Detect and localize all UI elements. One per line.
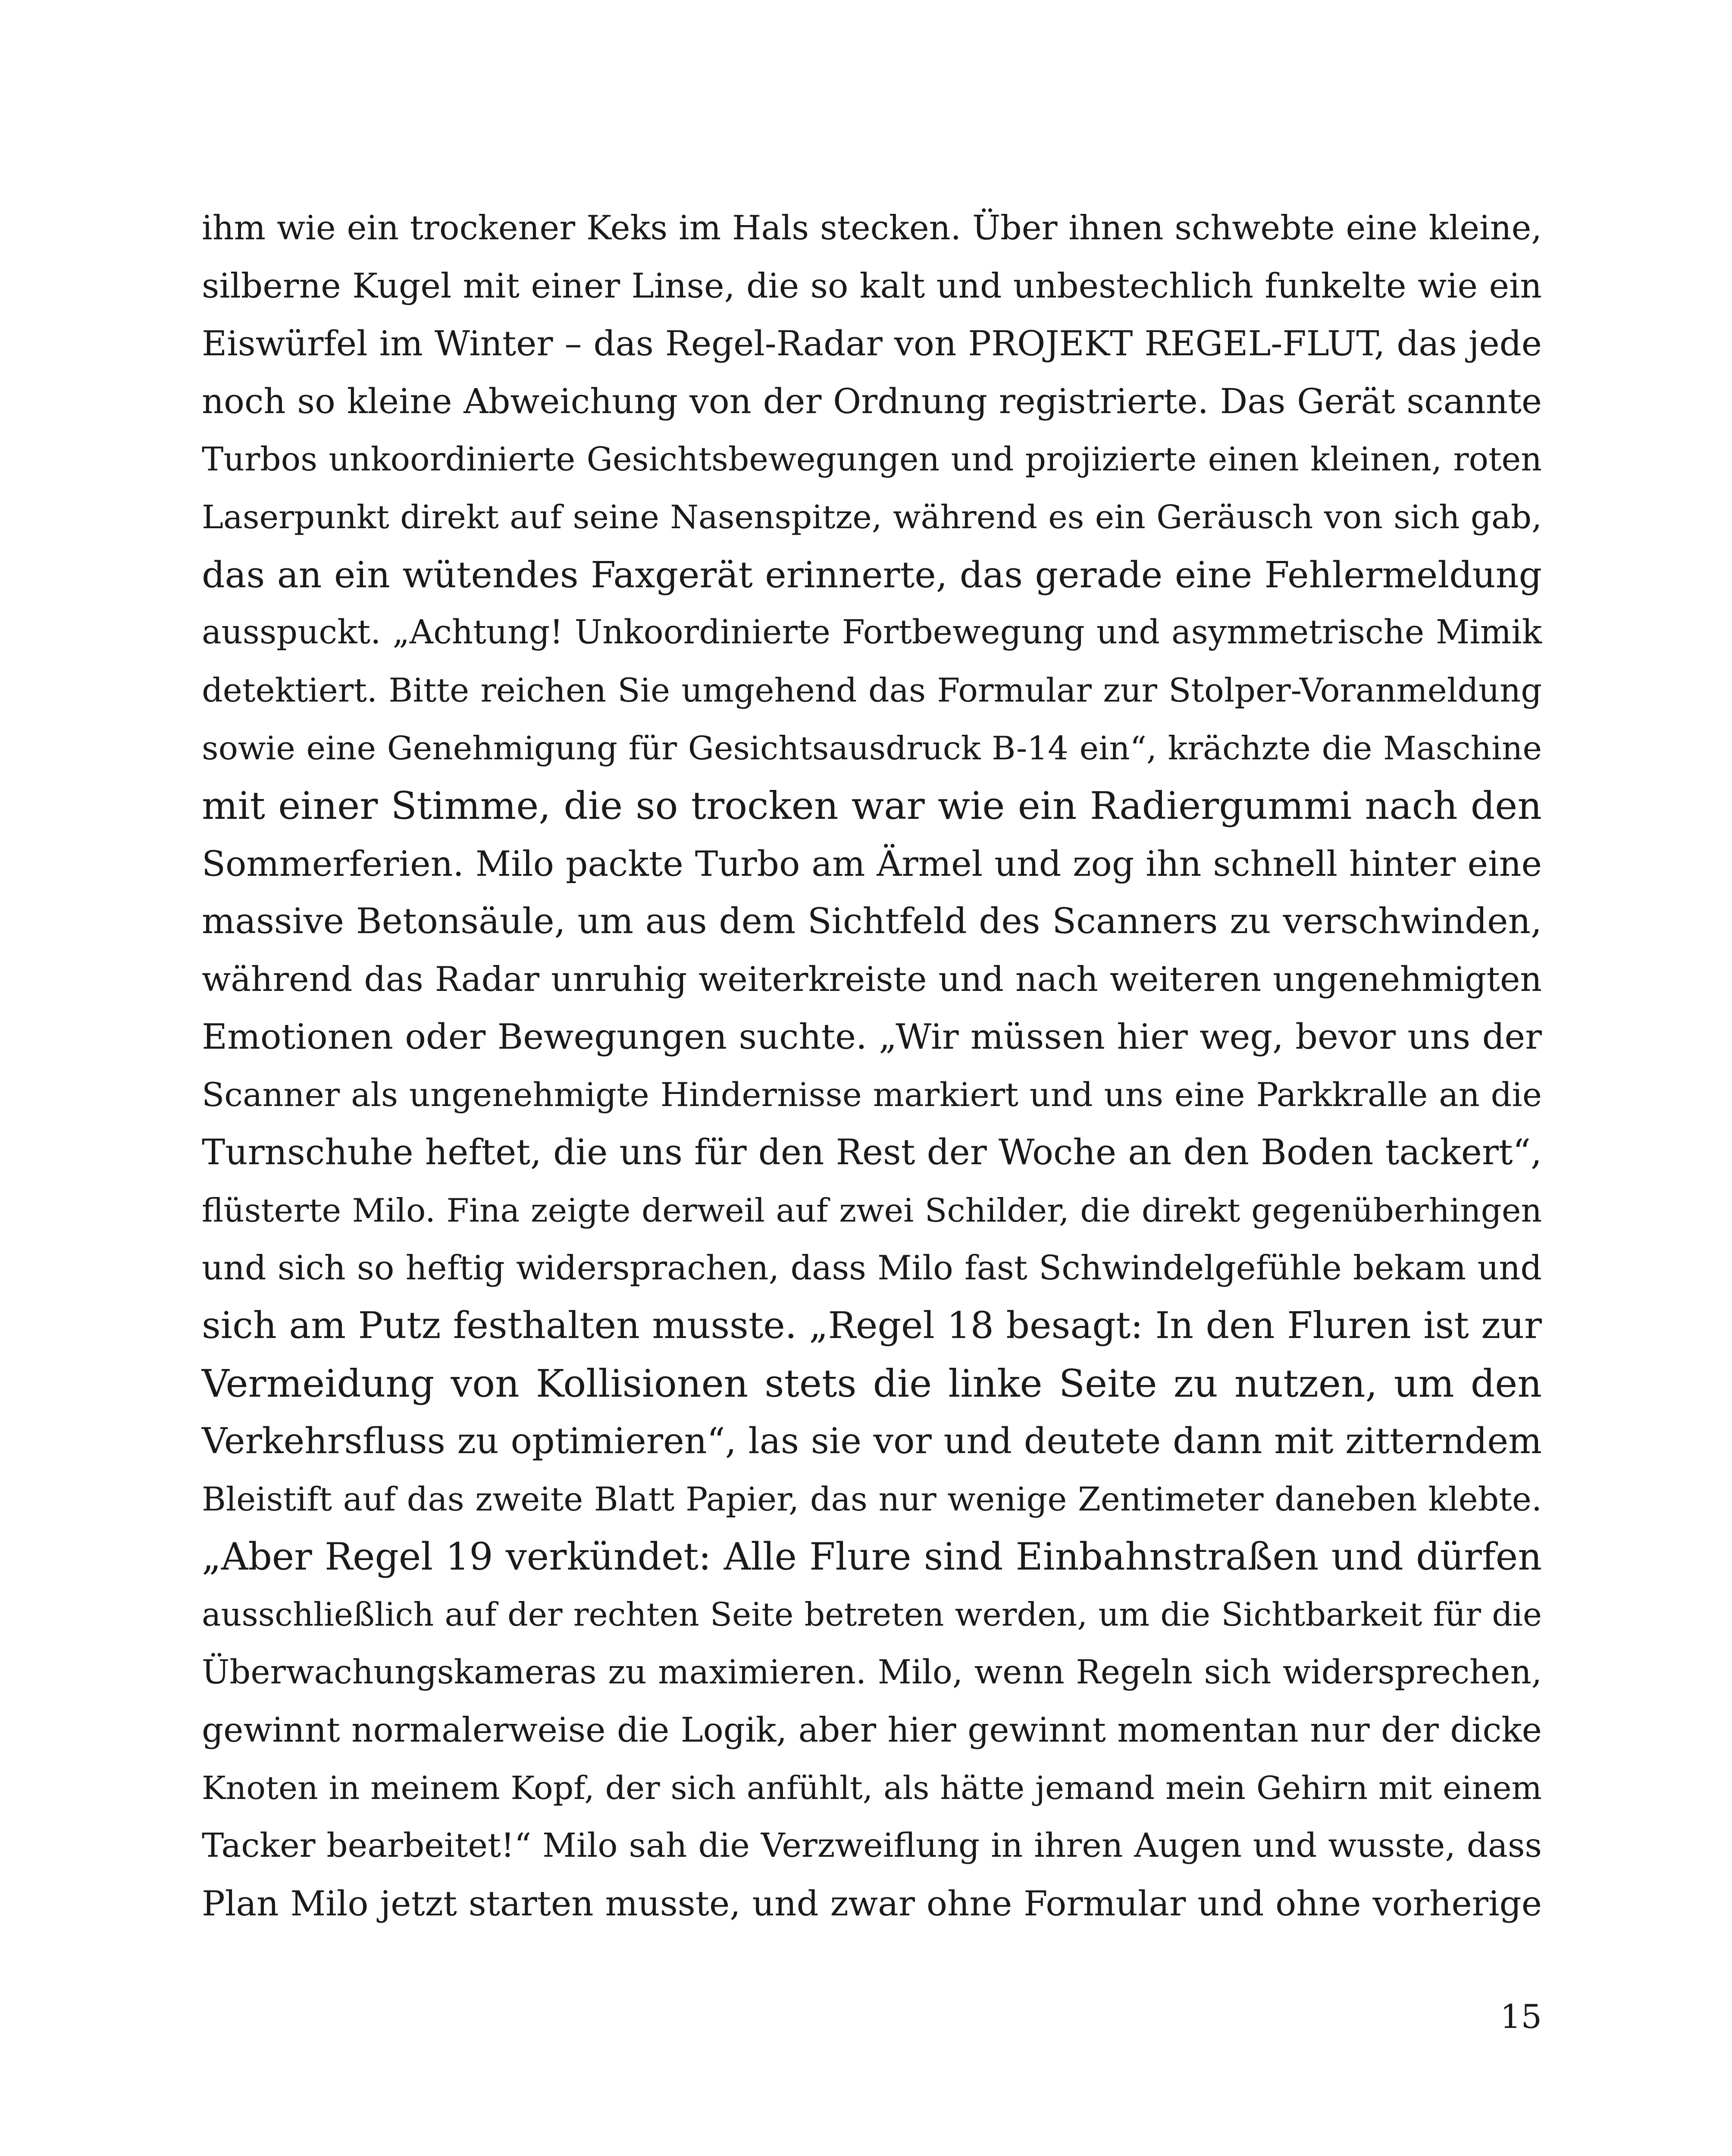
text-line: Turnschuhe heftet, die uns für den Rest der Woche an den Boden tackert“, [202,1132,1542,1173]
text-line: Knoten in meinem Kopf, der sich anfühlt, als hätte jemand mein Gehirn mit einem [202,1769,1542,1807]
text-line: gewinnt normalerweise die Logik, aber hier gewinnt momentan nur der dicke [202,1711,1542,1750]
text-line: Eiswürfel im Winter – das Regel-Radar von PROJEKT REGEL-FLUT, das jede [202,323,1542,364]
text-line: Verkehrsfluss zu optimieren“, las sie vor und deutete dann mit zitterndem [202,1421,1542,1462]
text-line: und sich so heftig widersprachen, dass Milo fast Schwindelgefühle bekam und [202,1249,1542,1288]
text-line: Turbos unkoordinierte Gesichtsbewegungen und projizierte einen kleinen, roten [202,440,1542,478]
text-line: sich am Putz festhalten musste. „Regel 18 besagt: In den Fluren ist zur [202,1304,1542,1347]
text-line: Scanner als ungenehmigte Hindernisse markiert und uns eine Parkkralle an die [202,1075,1542,1114]
text-line: sowie eine Genehmigung für Gesichtsausdruck B-14 ein“, krächzte die Maschine [202,729,1542,767]
text-line: noch so kleine Abweichung von der Ordnung registrierte. Das Gerät scannte [202,381,1542,421]
text-line: detektiert. Bitte reichen Sie umgehend das Formular zur Stolper-Voranmeldung [202,671,1542,709]
body-text [202,199,1542,1933]
text-line: „Aber Regel 19 verkündet: Alle Flure sind Einbahnstraßen und dürfen [202,1536,1542,1579]
text-line: während das Radar unruhig weiterkreiste und nach weiteren ungenehmigten [202,959,1542,999]
text-line: Tacker bearbeitet!“ Milo sah die Verzweiflung in ihren Augen und wusste, dass [202,1827,1542,1865]
text-line: massive Betonsäule, um aus dem Sichtfeld des Scanners zu verschwinden, [202,901,1542,942]
text-line: Sommerferien. Milo packte Turbo am Ärmel und zog ihn schnell hinter eine [202,843,1542,884]
text-line: Bleistift auf das zweite Blatt Papier, das nur wenige Zentimeter daneben klebte. [202,1480,1542,1518]
text-line: silberne Kugel mit einer Linse, die so kalt und unbestechlich funkelte wie ein [202,266,1542,306]
text-line: Plan Milo jetzt starten musste, und zwar ohne Formular und ohne vorherige [202,1883,1542,1924]
text-line: ausspuckt. „Achtung! Unkoordinierte Fortbewegung und asymmetrische Mimik [202,613,1542,652]
text-line: Überwachungskameras zu maximieren. Milo, wenn Regeln sich widersprechen, [202,1653,1542,1692]
text-line: ausschließlich auf der rechten Seite betreten werden, um die Sichtbarkeit für die [202,1596,1542,1633]
text-line: mit einer Stimme, die so trocken war wie ein Radiergummi nach den [202,783,1542,828]
text-line: ihm wie ein trockener Keks im Hals stecken. Über ihnen schwebte eine kleine, [202,209,1542,248]
text-line: Emotionen oder Bewegungen suchte. „Wir müssen hier weg, bevor uns der [202,1017,1542,1057]
page-number: 15 [1500,1997,1542,2036]
text-line: Laserpunkt direkt auf seine Nasenspitze, während es ein Geräusch von sich gab, [202,498,1542,536]
text-line: das an ein wütendes Faxgerät erinnerte, das gerade eine Fehlermeldung [202,554,1542,596]
text-line: flüsterte Milo. Fina zeigte derweil auf zwei Schilder, die direkt gegenüberhingen [202,1191,1542,1229]
text-line: Vermeidung von Kollisionen stets die linke Seite zu nutzen, um den [202,1361,1542,1406]
